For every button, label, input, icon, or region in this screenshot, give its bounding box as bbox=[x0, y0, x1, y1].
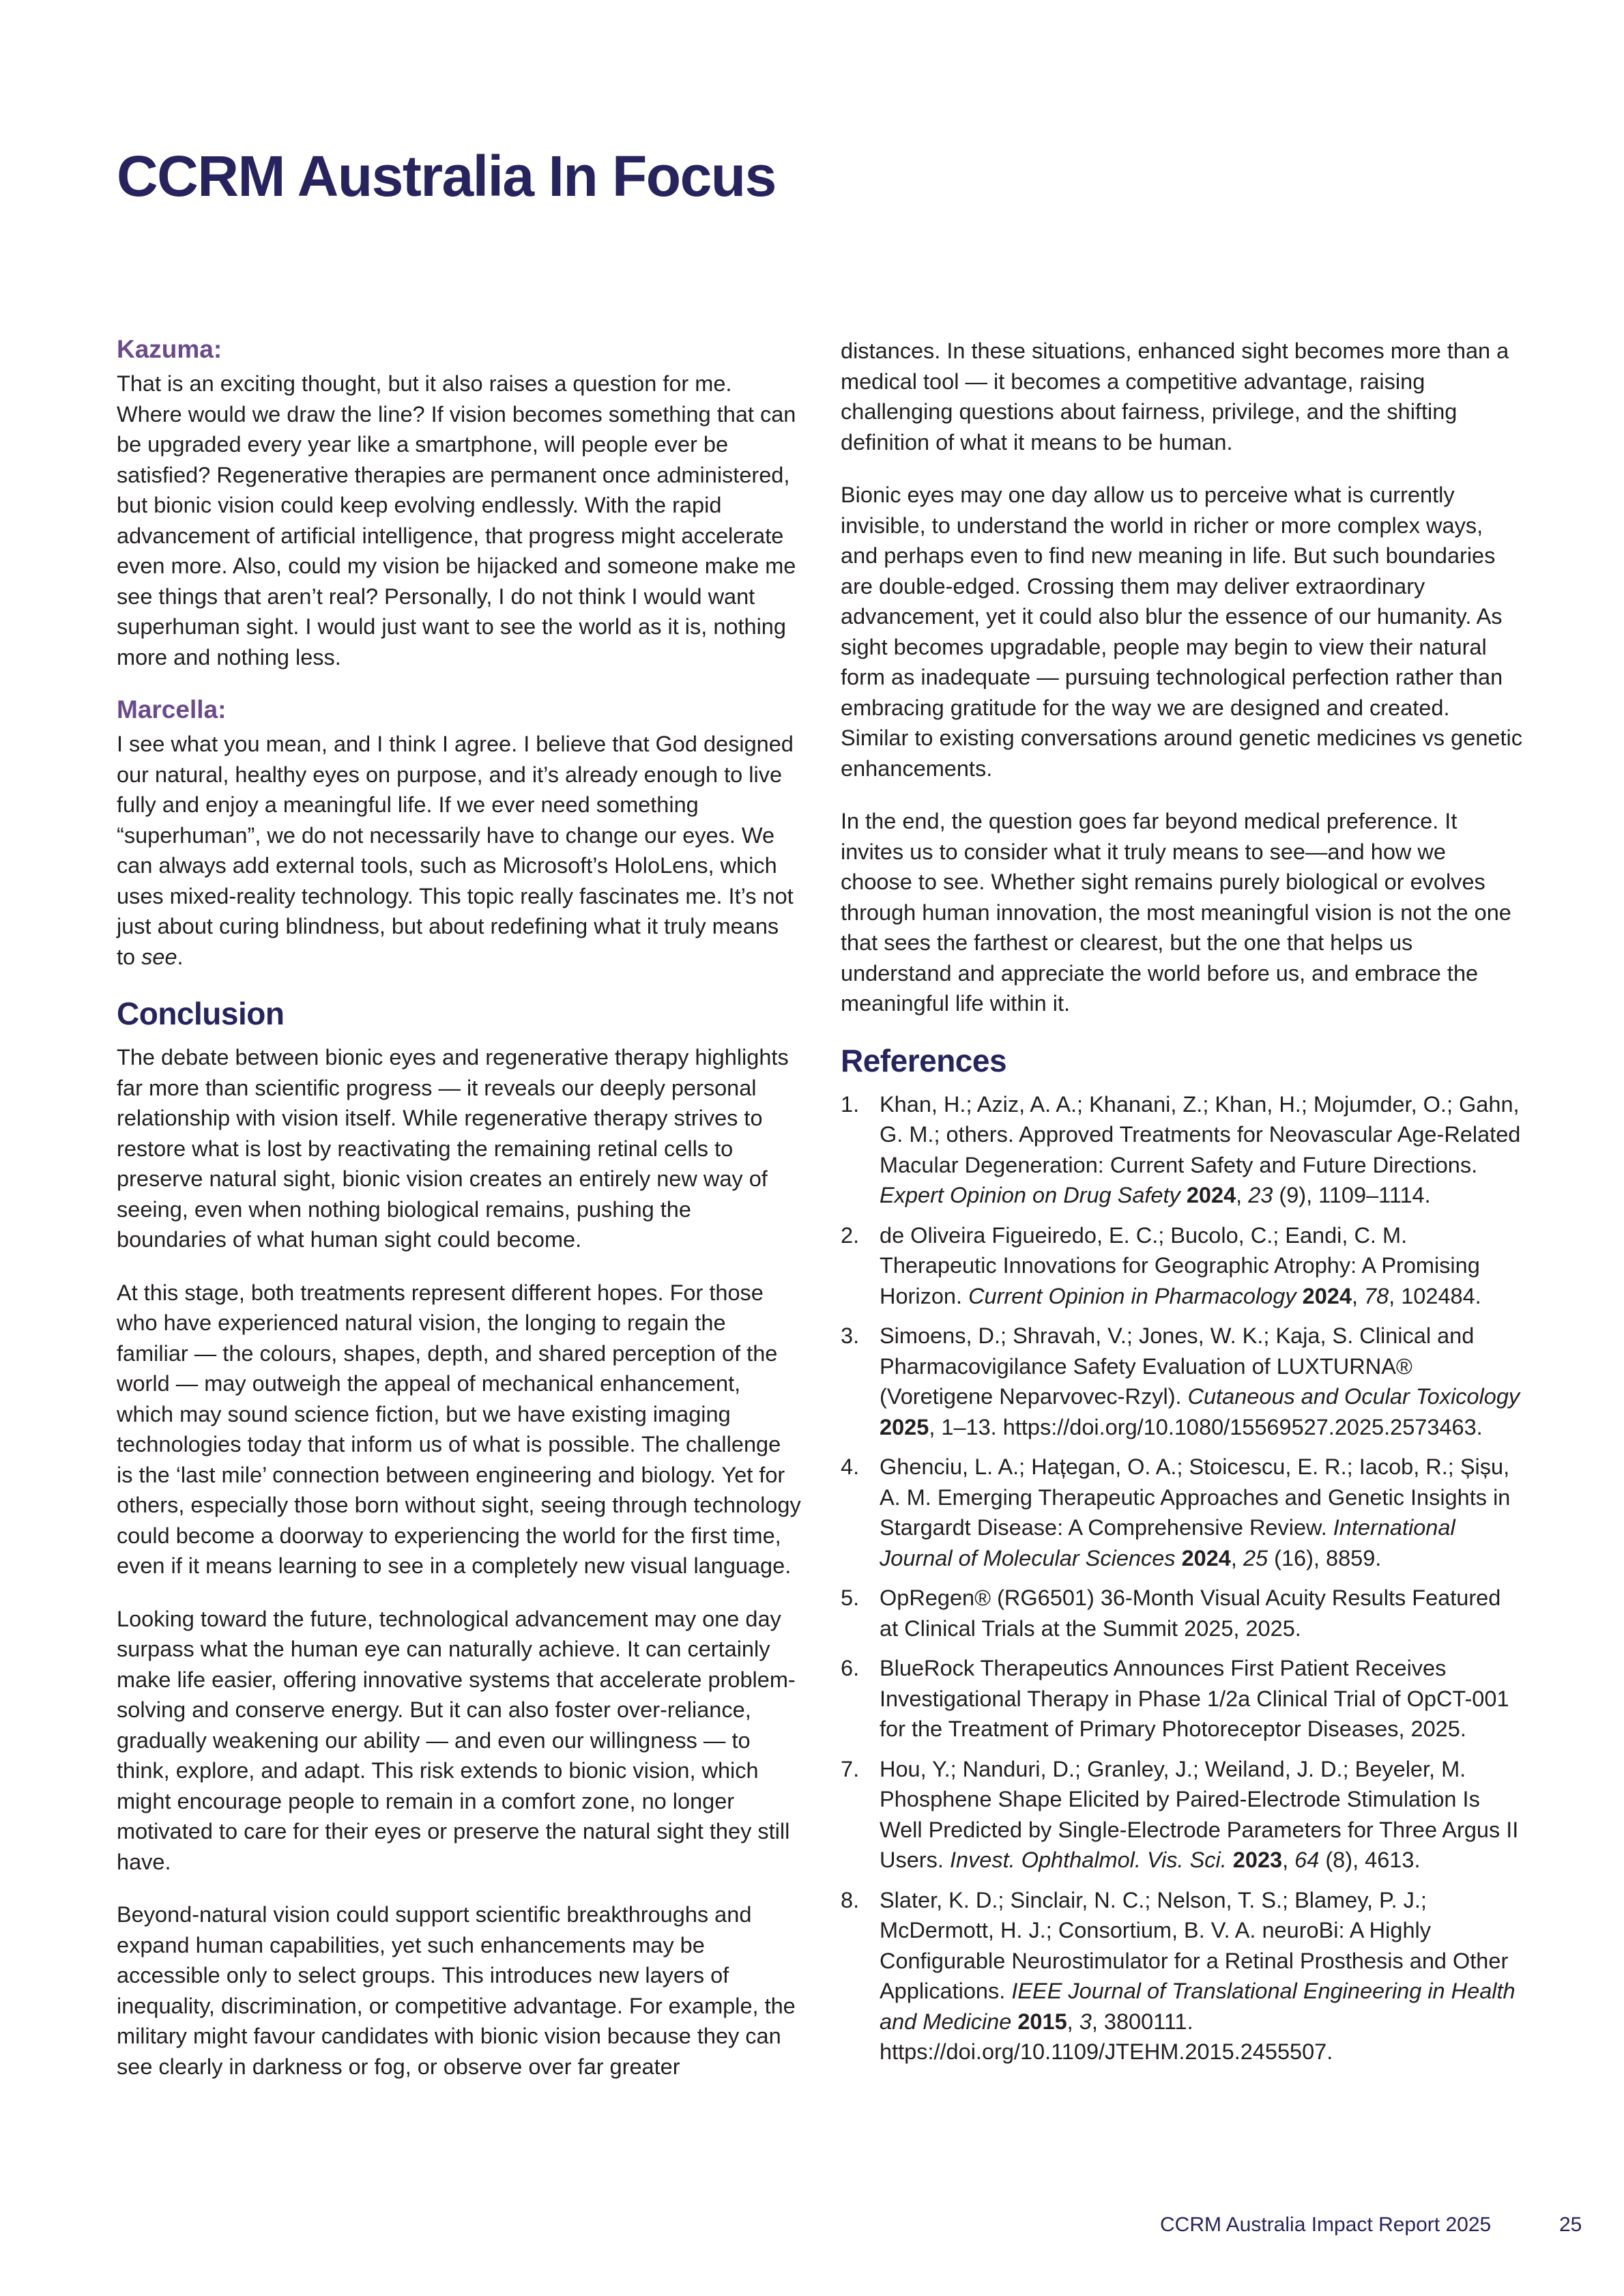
reference-number: 2. bbox=[841, 1222, 860, 1248]
reference-journal: Expert Opinion on Drug Safety bbox=[880, 1183, 1180, 1207]
marcella-paragraph bbox=[117, 729, 802, 972]
reference-item bbox=[841, 1653, 1523, 1745]
reference-number: 7. bbox=[841, 1756, 860, 1781]
footer-report-name: CCRM Australia Impact Report 2025 bbox=[1160, 2213, 1492, 2236]
reference-volume: 23 bbox=[1248, 1183, 1273, 1207]
reference-number: 6. bbox=[841, 1656, 860, 1680]
reference-authors: Simoens, D.; Shravah, V.; Jones, W. K.; Kaja, S. Clinical and Pharmacovigilance Safety Evaluation of LUXTURNA® (Voretigene Neparvovec-Rzyl). bbox=[880, 1323, 1475, 1409]
reference-authors: BlueRock Therapeutics Announces First Patient Receives Investigational Therapy in Phase 1/2a Clinical Trial of OpCT-001 for the Treatment of Primary Photoreceptor Diseases, 2025. bbox=[880, 1656, 1509, 1741]
reference-year: 2023 bbox=[1232, 1848, 1283, 1872]
conclusion-paragraph: Beyond-natural vision could support scientific breakthroughs and expand human capabilities, yet such enhancements may be accessible only to select groups. This introduces new layers of inequality, discrimination, or competitive advantage. For example, the military might favour candidates with bionic vision because they can see clearly in darkness or fog, or observe over far greater bbox=[117, 1902, 796, 2079]
page-number: 25 bbox=[1559, 2213, 1582, 2236]
reference-year: 2024 bbox=[1181, 1545, 1231, 1570]
speaker-label-kazuma: Kazuma: bbox=[117, 335, 222, 363]
right-column bbox=[841, 336, 1523, 2077]
marcella-text: I see what you mean, and I think I agree. I believe that God designed our natural, healthy eyes on purpose, and it’s already enough to live fully and enjoy a meaningful life. If we ever need something “superhuman”, we do not necessarily have to change our eyes. We can always add external tools, such as Microsoft’s HoloLens, which uses mixed-reality technology. This topic really fascinates me. It’s not just about curing blindness, but about redefining what it truly means to bbox=[117, 732, 794, 969]
reference-rest: , 3800111. https://doi.org/10.1109/JTEHM.2015.2455507. bbox=[880, 2009, 1333, 2064]
reference-item: 4. Ghenciu, L. A.; Hațegan, O. A.; Stoicescu, E. R.; Iacob, R.; Șișu, A. M. Emerging Therapeutic Approaches and Genetic Insights in Stargardt Disease: A Comprehensive Review. International Journal of Molecular Sciences 2024, 25 (16), 8859. bbox=[841, 1452, 1523, 1573]
reference-item bbox=[841, 1583, 1523, 1644]
reference-number: 5. bbox=[841, 1585, 860, 1610]
reference-year: 2015 bbox=[1017, 2009, 1067, 2034]
reference-rest: , 1–13. https://doi.org/10.1080/15569527.2025.2573463. bbox=[929, 1414, 1483, 1439]
reference-number: 1. bbox=[841, 1091, 860, 1117]
reference-rest: (9), 1109–1114. bbox=[1279, 1183, 1431, 1207]
conclusion-paragraph: Looking toward the future, technological advancement may one day surpass what the human eye can naturally achieve. It can certainly make life easier, offering innovative systems that accelerate problem-solving and conserve energy. But it can also foster over-reliance, gradually weakening our ability — and even our willingness — to think, explore, and adapt. This risk extends to bionic vision, which might encourage people to remain in a comfort zone, no longer motivated to care for their eyes or preserve the natural sight they still have. bbox=[117, 1606, 796, 1874]
reference-journal: Current Opinion in Pharmacology bbox=[968, 1283, 1296, 1308]
reference-authors: Ghenciu, L. A.; Hațegan, O. A.; Stoicescu, E. R.; Iacob, R.; Șișu, A. M. Emerging Therapeutic Approaches and Genetic Insights in Stargardt Disease: A Comprehensive Review. bbox=[880, 1454, 1511, 1540]
reference-rest: , 102484. bbox=[1389, 1283, 1481, 1308]
body-paragraph: In the end, the question goes far beyond medical preference. It invites us to consider what it truly means to see—and how we choose to see. Whether sight remains purely biological or evolves through human innovation, the most meaningful vision is not the one that sees the farthest or clearest, but the one that helps us understand and appreciate the world before us, and embrace the meaningful life within it. bbox=[841, 809, 1511, 1016]
references-heading: References bbox=[841, 1042, 1007, 1078]
reference-item: 8. Slater, K. D.; Sinclair, N. C.; Nelson, T. S.; Blamey, P. J.; McDermott, H. J.; Consortium, B. V. A. neuroBi: A Highly Configurable Neurostimulator for a Retinal Prosthesis and Other Applications. IEEE Journal of Translational Engineering in Health and Medicine 2015, 3, 3800111. https://doi.org/10.1109/JTEHM.2015.2455507. bbox=[841, 1885, 1523, 2067]
reference-rest: (16), 8859. bbox=[1274, 1545, 1382, 1570]
reference-number: 4. bbox=[841, 1454, 860, 1479]
marcella-emphasis: see bbox=[141, 944, 177, 969]
reference-volume: 64 bbox=[1294, 1848, 1320, 1872]
marcella-end: . bbox=[177, 944, 184, 969]
body-paragraph: distances. In these situations, enhanced sight becomes more than a medical tool — it becomes a competitive advantage, raising challenging questions about fairness, privilege, and the shifting definition of what it means to be human. bbox=[841, 339, 1509, 455]
reference-number: 8. bbox=[841, 1887, 860, 1912]
reference-journal: IEEE Journal of Translational Engineering in Health and Medicine bbox=[880, 1979, 1516, 2034]
left-column bbox=[117, 334, 802, 2104]
reference-authors: Slater, K. D.; Sinclair, N. C.; Nelson, T. S.; Blamey, P. J.; McDermott, H. J.; Consortium, B. V. A. neuroBi: A Highly Configurable Neurostimulator for a Retinal Prosthesis and Other Applications. bbox=[880, 1887, 1509, 2003]
reference-volume: 3 bbox=[1079, 2009, 1092, 2034]
reference-authors: de Oliveira Figueiredo, E. C.; Bucolo, C.; Eandi, C. M. Therapeutic Innovations for Geographic Atrophy: A Promising Horizon. bbox=[880, 1222, 1480, 1308]
reference-item: 1. Khan, H.; Aziz, A. A.; Khanani, Z.; Khan, H.; Mojumder, O.; Gahn, G. M.; others. Approved Treatments for Neovascular Age-Related Macular Degeneration: Current Safety and Future Directions. Expert Opinion on Drug Safety 2024, 23 (9), 1109–1114. bbox=[841, 1089, 1523, 1211]
reference-authors: Hou, Y.; Nanduri, D.; Granley, J.; Weiland, J. D.; Beyeler, M. Phosphene Shape Elicited by Paired-Electrode Stimulation Is Well Predicted by Single-Electrode Parameters for Three Argus II Users. bbox=[880, 1756, 1519, 1872]
reference-year: 2024 bbox=[1302, 1283, 1352, 1308]
reference-list bbox=[841, 1089, 1523, 2067]
reference-year: 2025 bbox=[880, 1414, 929, 1439]
conclusion-paragraph: The debate between bionic eyes and regenerative therapy highlights far more than scientific progress — it reveals our deeply personal relationship with vision itself. While regenerative therapy strives to restore what is lost by reactivating the remaining retinal cells to preserve natural sight, bionic vision creates an entirely new way of seeing, even when nothing biological remains, pushing the boundaries of what human sight could become. bbox=[117, 1045, 789, 1252]
reference-item bbox=[841, 1321, 1523, 1442]
reference-item: 2. de Oliveira Figueiredo, E. C.; Bucolo, C.; Eandi, C. M. Therapeutic Innovations for Geographic Atrophy: A Promising Horizon. Current Opinion in Pharmacology 2024, 78, 102484. bbox=[841, 1220, 1523, 1312]
reference-journal: Invest. Ophthalmol. Vis. Sci. bbox=[949, 1848, 1227, 1872]
reference-journal: Cutaneous and Ocular Toxicology bbox=[1187, 1384, 1520, 1409]
reference-year: 2024 bbox=[1186, 1183, 1236, 1207]
reference-volume: 25 bbox=[1243, 1545, 1268, 1570]
reference-volume: 78 bbox=[1364, 1283, 1389, 1308]
conclusion-heading: Conclusion bbox=[117, 996, 285, 1031]
kazuma-paragraph: That is an exciting thought, but it also raises a question for me. Where would we draw the line? If vision becomes something that can be upgraded every year like a smartphone, will people ever be satisfied? Regenerative therapies are permanent once administered, but bionic vision could keep evolving endlessly. With the rapid advancement of artificial intelligence, that progress might accelerate even more. Also, could my vision be hijacked and someone make me see things that aren’t real? Personally, I do not think I would want superhuman sight. I would just want to see the world as it is, nothing more and nothing less. bbox=[117, 371, 796, 670]
body-paragraph: Bionic eyes may one day allow us to perceive what is currently invisible, to understand the world in richer or more complex ways, and perhaps even to find new meaning in life. But such boundaries are double-edged. Crossing them may deliver extraordinary advancement, yet it could also blur the essence of our humanity. As sight becomes upgradable, people may begin to view their natural form as inadequate — pursuing technological perfection rather than embracing gratitude for the way we are designed and created. Similar to existing conversations around genetic medicines vs genetic enhancements. bbox=[841, 483, 1522, 781]
conclusion-paragraph: At this stage, both treatments represent different hopes. For those who have experienced natural vision, the longing to regain the familiar — the colours, shapes, depth, and shared perception of the world — may outweigh the appeal of mechanical enhancement, which may sound science fiction, but we have existing imaging technologies today that inform us of what is possible. The challenge is the ‘last mile’ connection between engineering and biology. Yet for others, especially those born without sight, seeing through technology could become a doorway to experiencing the world for the first time, even if it means learning to see in a completely new visual language. bbox=[117, 1280, 801, 1578]
reference-authors: OpRegen® (RG6501) 36-Month Visual Acuity Results Featured at Clinical Trials at the Summit 2025, 2025. bbox=[880, 1585, 1501, 1641]
speaker-label-marcella: Marcella: bbox=[117, 695, 227, 723]
reference-authors: Khan, H.; Aziz, A. A.; Khanani, Z.; Khan, H.; Mojumder, O.; Gahn, G. M.; others. Approved Treatments for Neovascular Age-Related Macular Degeneration: Current Safety and Future Directions. bbox=[880, 1091, 1521, 1177]
page-title: CCRM Australia In Focus bbox=[117, 144, 776, 208]
reference-number: 3. bbox=[841, 1323, 860, 1348]
reference-rest: (8), 4613. bbox=[1325, 1848, 1421, 1872]
reference-journal: International Journal of Molecular Sciences bbox=[880, 1515, 1455, 1570]
reference-item: 7. Hou, Y.; Nanduri, D.; Granley, J.; Weiland, J. D.; Beyeler, M. Phosphene Shape Elicited by Paired-Electrode Stimulation Is Well Predicted by Single-Electrode Parameters for Three Argus II Users. Invest. Ophthalmol. Vis. Sci. 2023, 64 (8), 4613. bbox=[841, 1754, 1523, 1876]
